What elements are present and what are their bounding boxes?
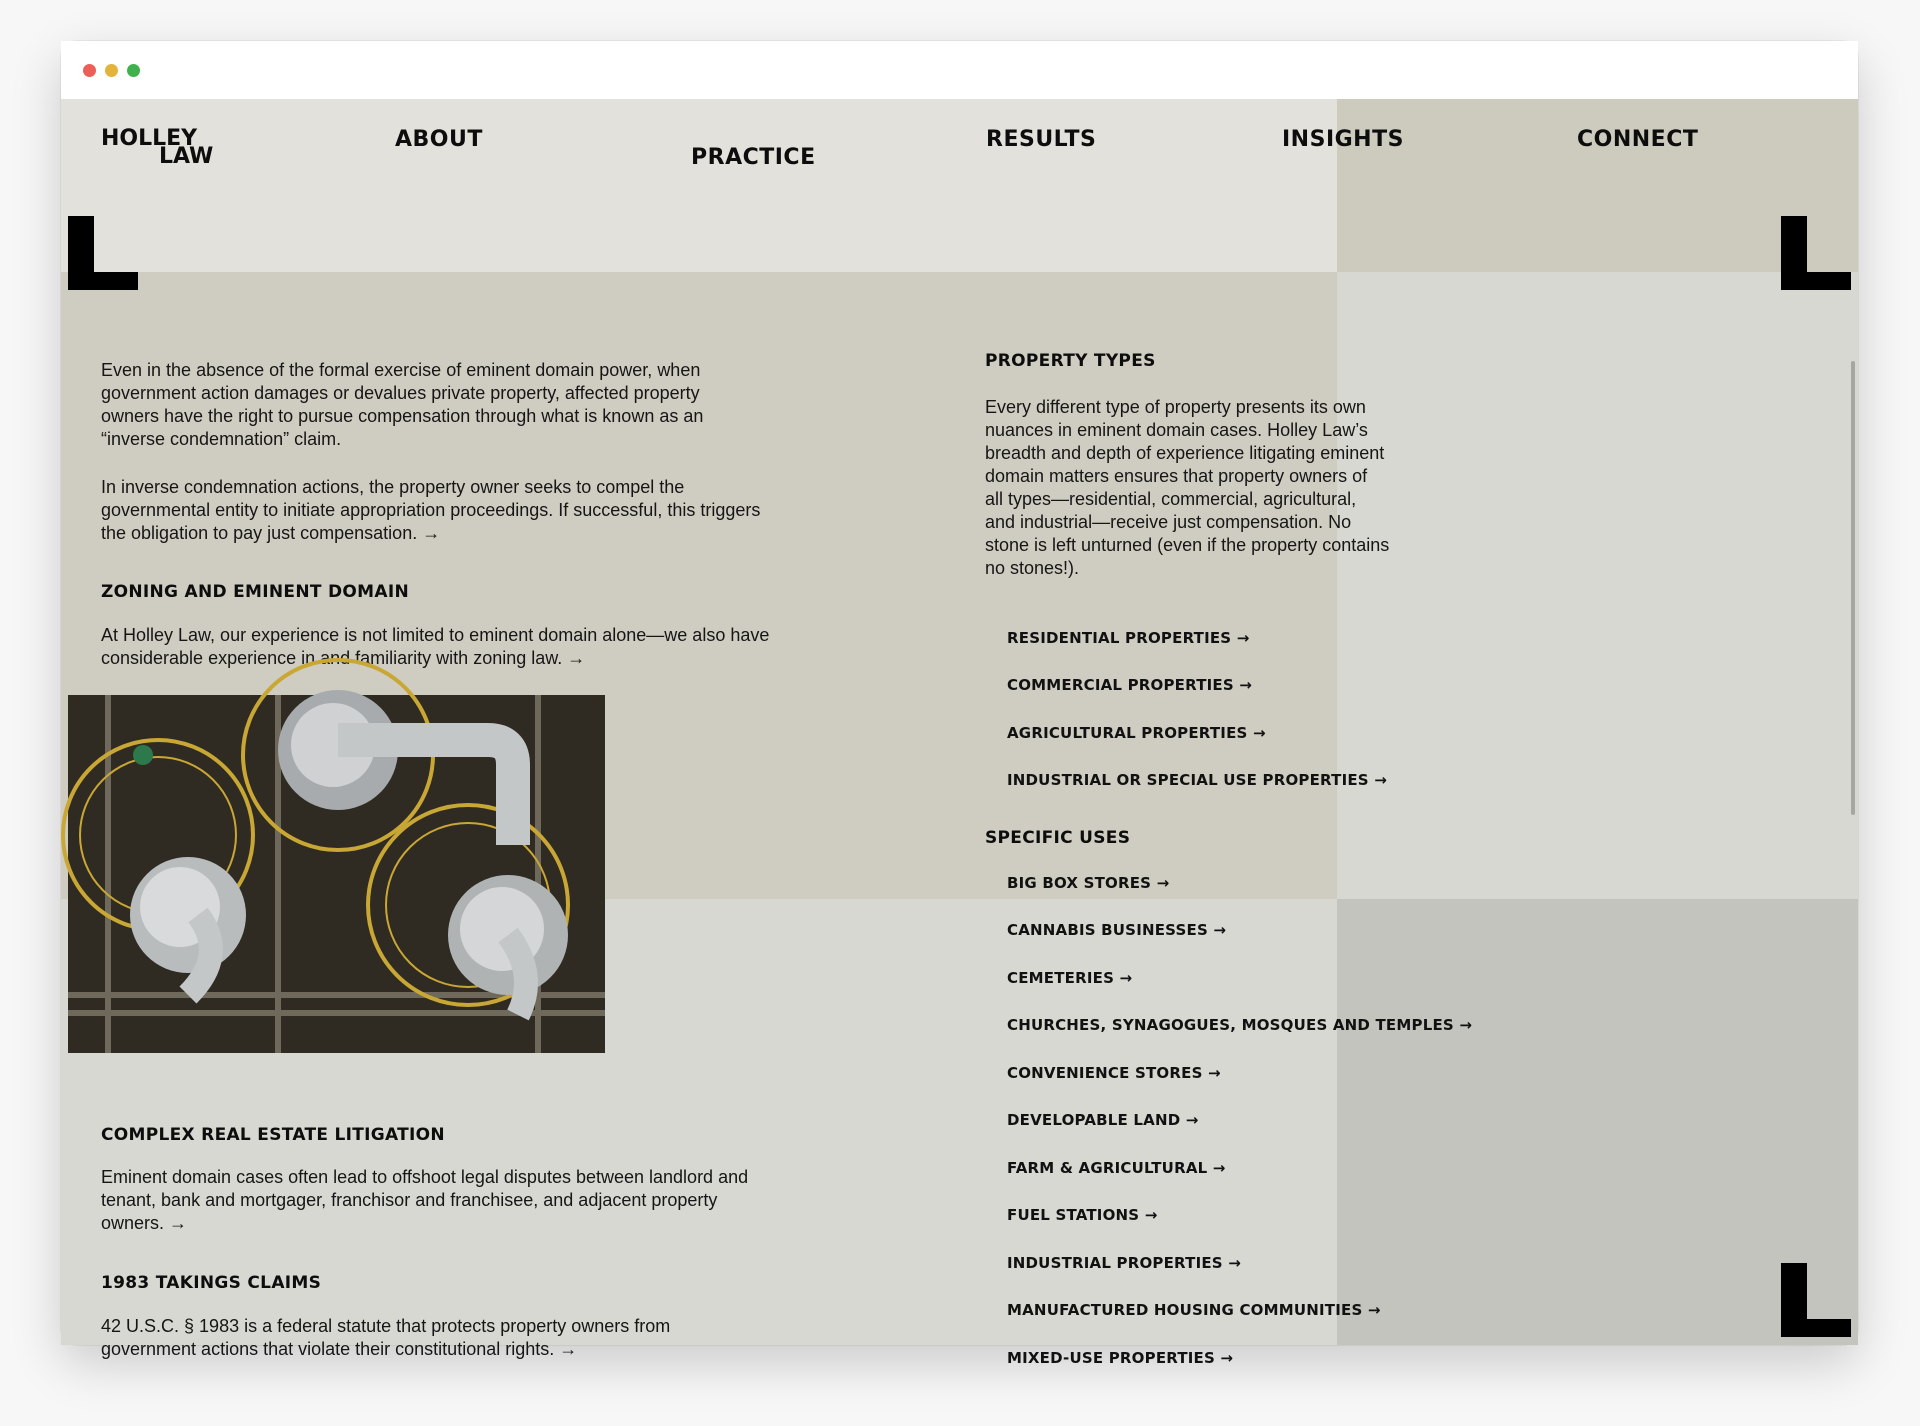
link-commercial-properties[interactable]: COMMERCIAL PROPERTIES → — [1007, 676, 1253, 694]
link-manufactured-housing-communities[interactable]: MANUFACTURED HOUSING COMMUNITIES → — [1007, 1301, 1381, 1319]
nav-insights[interactable]: INSIGHTS — [1282, 127, 1404, 152]
page-scrollbar[interactable] — [1851, 361, 1855, 815]
link-cemeteries[interactable]: CEMETERIES → — [1007, 969, 1133, 987]
logo-line-1: HOLLEY — [101, 126, 198, 151]
link-farm-agricultural[interactable]: FARM & AGRICULTURAL → — [1007, 1159, 1226, 1177]
corner-l-mark-top-left — [68, 216, 138, 290]
link-fuel-stations[interactable]: FUEL STATIONS → — [1007, 1206, 1158, 1224]
property-types-text: Every different type of property presents its own nuances in eminent domain cases. Holley Law’s breadth and depth of experience litigating eminent domain matters ensures that property owners of all types—residential, commercial, agricultural, and industrial—receive just compensation. No stone is left unturned (even if the property contains no stones!). — [985, 397, 1390, 578]
logo-line-2: LAW — [159, 144, 214, 169]
link-mixed-use-properties[interactable]: MIXED-USE PROPERTIES → — [1007, 1349, 1234, 1367]
takings-claims-heading: 1983 TAKINGS CLAIMS — [101, 1273, 322, 1293]
specific-uses-heading: SPECIFIC USES — [985, 828, 1131, 848]
industrial-pipes-illustration — [68, 695, 605, 1053]
link-cannabis-businesses[interactable]: CANNABIS BUSINESSES → — [1007, 921, 1227, 939]
industrial-pipes-photo — [68, 695, 605, 1053]
inverse-condemnation-actions-link[interactable]: In inverse condemnation actions, the property owner seeks to compel the governmental entity to initiate appropriation proceedings. If successful, this triggers the obligation to pay just compensation. → — [101, 477, 761, 543]
nav-connect[interactable]: CONNECT — [1577, 127, 1699, 152]
nav-about[interactable]: ABOUT — [395, 127, 483, 152]
maximize-window-icon[interactable] — [127, 64, 140, 77]
zoning-heading: ZONING AND EMINENT DOMAIN — [101, 582, 409, 602]
inverse-condemnation-paragraph: Even in the absence of the formal exercise of eminent domain power, when government action damages or devalues private property, affected property owners have the right to pursue compensation through what is known as an “inverse condemnation” claim. — [101, 360, 704, 449]
corner-l-mark-bottom-right — [1781, 1263, 1851, 1337]
link-developable-land[interactable]: DEVELOPABLE LAND → — [1007, 1111, 1199, 1129]
complex-litigation-text-link[interactable]: Eminent domain cases often lead to offshoot legal disputes between landlord and tenant, bank and mortgager, franchisor and franchisee, and adjacent property owners. → — [101, 1167, 749, 1233]
link-industrial-properties[interactable]: INDUSTRIAL PROPERTIES → — [1007, 1254, 1241, 1272]
site-logo[interactable] — [101, 126, 214, 169]
link-convenience-stores[interactable]: CONVENIENCE STORES → — [1007, 1064, 1221, 1082]
content-background-light — [1337, 272, 1858, 899]
page-content — [61, 99, 1858, 1367]
header-background — [61, 99, 1337, 272]
link-agricultural-properties[interactable]: AGRICULTURAL PROPERTIES → — [1007, 724, 1266, 742]
minimize-window-icon[interactable] — [105, 64, 118, 77]
property-types-heading: PROPERTY TYPES — [985, 351, 1156, 371]
complex-litigation-heading: COMPLEX REAL ESTATE LITIGATION — [101, 1125, 445, 1145]
link-churches-synagogues-mosques-temples[interactable]: CHURCHES, SYNAGOGUES, MOSQUES AND TEMPLES → — [1007, 1016, 1473, 1034]
browser-window — [61, 41, 1858, 1367]
corner-l-mark-top-right — [1781, 216, 1851, 290]
link-industrial-special-use-properties[interactable]: INDUSTRIAL OR SPECIAL USE PROPERTIES → — [1007, 771, 1387, 789]
content-background-grey — [1337, 899, 1858, 1345]
link-big-box-stores[interactable]: BIG BOX STORES → — [1007, 874, 1170, 892]
nav-results[interactable]: RESULTS — [986, 127, 1097, 152]
link-residential-properties[interactable]: RESIDENTIAL PROPERTIES → — [1007, 629, 1250, 647]
takings-claims-text-link[interactable]: 42 U.S.C. § 1983 is a federal statute that protects property owners from government actions that violate their constitutional rights. → — [101, 1316, 671, 1359]
header-background-accent — [1337, 99, 1858, 272]
zoning-text-link[interactable]: At Holley Law, our experience is not limited to eminent domain alone—we also have considerable experience in and familiarity with zoning law. → — [101, 625, 770, 668]
window-titlebar — [61, 41, 1858, 99]
nav-practice[interactable]: PRACTICE — [691, 145, 816, 170]
close-window-icon[interactable] — [83, 64, 96, 77]
